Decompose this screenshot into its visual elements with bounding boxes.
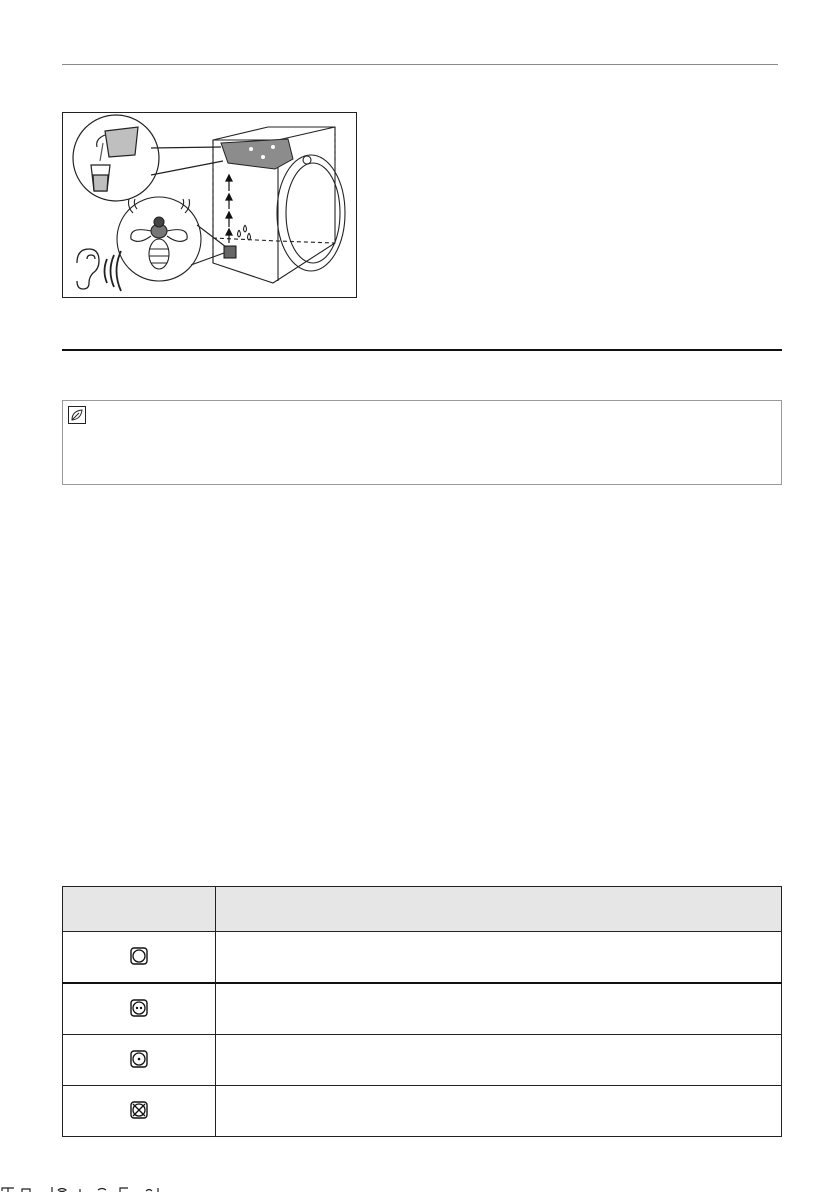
table-row: [63, 1086, 782, 1137]
table-cell-symbol: [63, 1035, 216, 1086]
tumble-dry-high-heat-icon: [130, 999, 148, 1017]
tumble-dry-icon: [130, 947, 148, 965]
do-not-tumble-dry-icon: [130, 1101, 148, 1119]
leaf-icon: [68, 406, 86, 424]
table-cell-symbol: [63, 1086, 216, 1137]
glass-icon: [91, 165, 110, 191]
note-box: [62, 400, 782, 485]
table-cell-description: [216, 932, 782, 984]
table-row: [63, 1035, 782, 1086]
table-cell-description: [216, 1086, 782, 1137]
table-cell-description: [216, 1035, 782, 1086]
table-cell-symbol: [63, 932, 216, 984]
cropped-text-fragment: [0, 1186, 840, 1192]
sound-waves-icon: [105, 251, 122, 291]
table-header-symbol: [63, 887, 216, 932]
illustration-svg: [63, 113, 358, 299]
pump-icon: [224, 246, 236, 258]
table-header-row: [63, 887, 782, 932]
tumble-dry-low-heat-icon: [130, 1050, 148, 1068]
table-row: [63, 983, 782, 1035]
section-rule: [62, 349, 782, 351]
ear-icon: [77, 249, 99, 289]
arrow-up-icon: [226, 175, 232, 243]
table-cell-description: [216, 983, 782, 1035]
table-header-description: [216, 887, 782, 932]
water-drop-icon: [238, 225, 251, 240]
table-row: [63, 932, 782, 984]
illustration-drain-water-container: [62, 112, 357, 298]
table-cell-symbol: [63, 983, 216, 1035]
symbol-table: [62, 886, 782, 1137]
header-rule: [62, 64, 778, 65]
water-container-icon: [221, 139, 293, 169]
bee-icon: [117, 197, 226, 281]
